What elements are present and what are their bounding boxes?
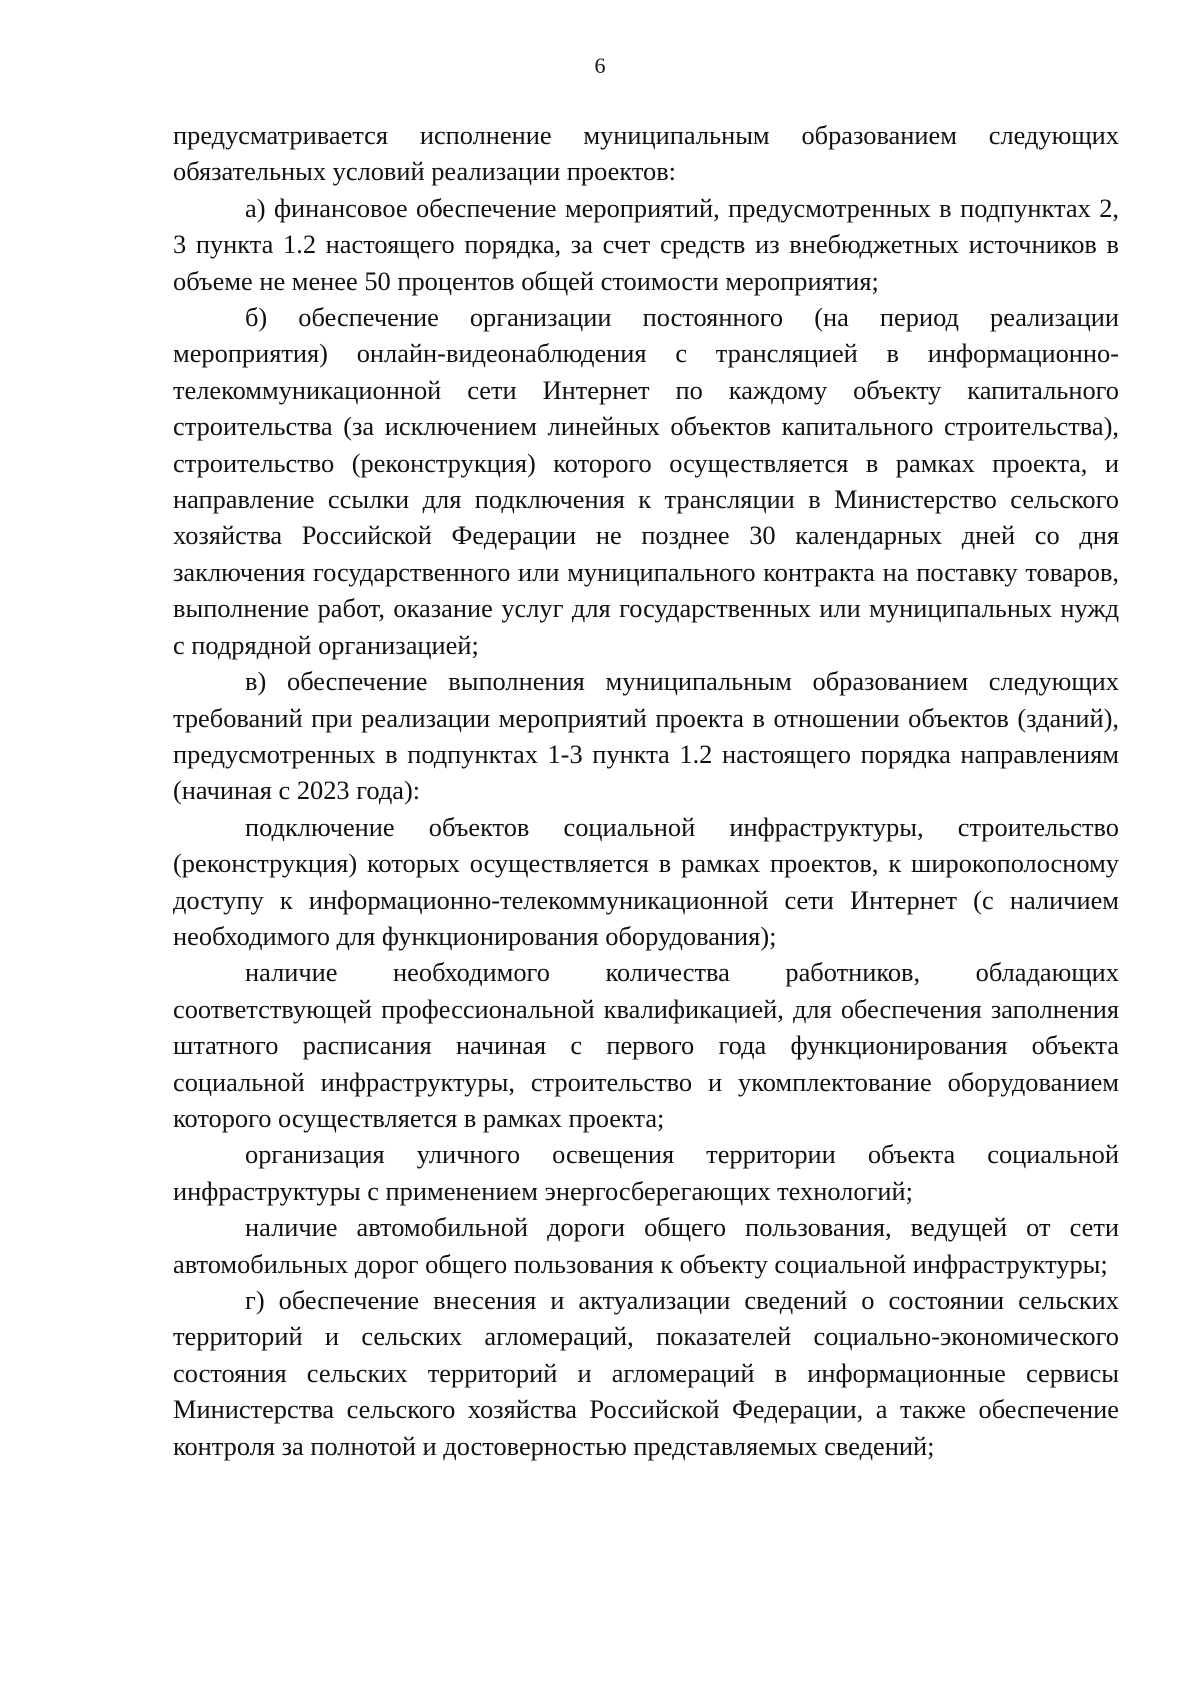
paragraph-intro: предусматривается исполнение муниципальным образованием следующих обязательных условий реализации проектов: — [173, 120, 1119, 187]
paragraph-item-b: б) обеспечение организации постоянного (на период реализации мероприятия) онлайн-видеонаблюдения с трансляцией в информационно-телекоммуникационной сети Интернет по каждому объекту капитального строительства (за исключением линейных объектов капитального строительства), строительство (реконструкция) которого осуществляется в рамках проекта, и направление ссылки для подключения к трансляции в Министерство сельского хозяйства Российской Федерации не позднее 30 календарных дней со дня заключения государственного или муниципального контракта на поставку товаров, выполнение работ, оказание услуг для государственных или муниципальных нужд с подрядной организацией; — [173, 302, 1119, 660]
paragraph-requirement-staff: наличие необходимого количества работников, обладающих соответствующей профессиональной квалификацией, для обеспечения заполнения штатного расписания начиная с первого года функционирования объекта социальной инфраструктуры, строительство и укомплектование оборудованием которого осуществляется в рамках проекта; — [173, 957, 1119, 1133]
paragraph-item-g: г) обеспечение внесения и актуализации сведений о состоянии сельских территорий и сельских агломераций, показателей социально-экономического состояния сельских территорий и агломераций в информационные сервисы Министерства сельского хозяйства Российской Федерации, а также обеспечение контроля за полнотой и достоверностью представляемых сведений; — [173, 1285, 1119, 1461]
paragraph-requirement-broadband: подключение объектов социальной инфраструктуры, строительство (реконструкция) которых осуществляется в рамках проектов, к широкополосному доступу к информационно-телекоммуникационной сети Интернет (с наличием необходимого для функционирования оборудования); — [173, 811, 1119, 951]
paragraph-requirement-lighting: организация уличного освещения территории объекта социальной инфраструктуры с применением энергосберегающих технологий; — [173, 1139, 1119, 1206]
document-body — [173, 117, 1119, 1464]
paragraph-requirement-road: наличие автомобильной дороги общего пользования, ведущей от сети автомобильных дорог общего пользования к объекту социальной инфраструктуры; — [173, 1212, 1119, 1279]
page-number: 6 — [594, 53, 606, 78]
paragraph-item-v: в) обеспечение выполнения муниципальным образованием следующих требований при реализации мероприятий проекта в отношении объектов (зданий), предусмотренных в подпунктах 1-3 пункта 1.2 настоящего порядка направлениям (начиная с 2023 года): — [173, 666, 1119, 806]
paragraph-item-a: а) финансовое обеспечение мероприятий, предусмотренных в подпунктах 2, 3 пункта 1.2 настоящего порядка, за счет средств из внебюджетных источников в объеме не менее 50 процентов общей стоимости мероприятия; — [173, 192, 1119, 296]
